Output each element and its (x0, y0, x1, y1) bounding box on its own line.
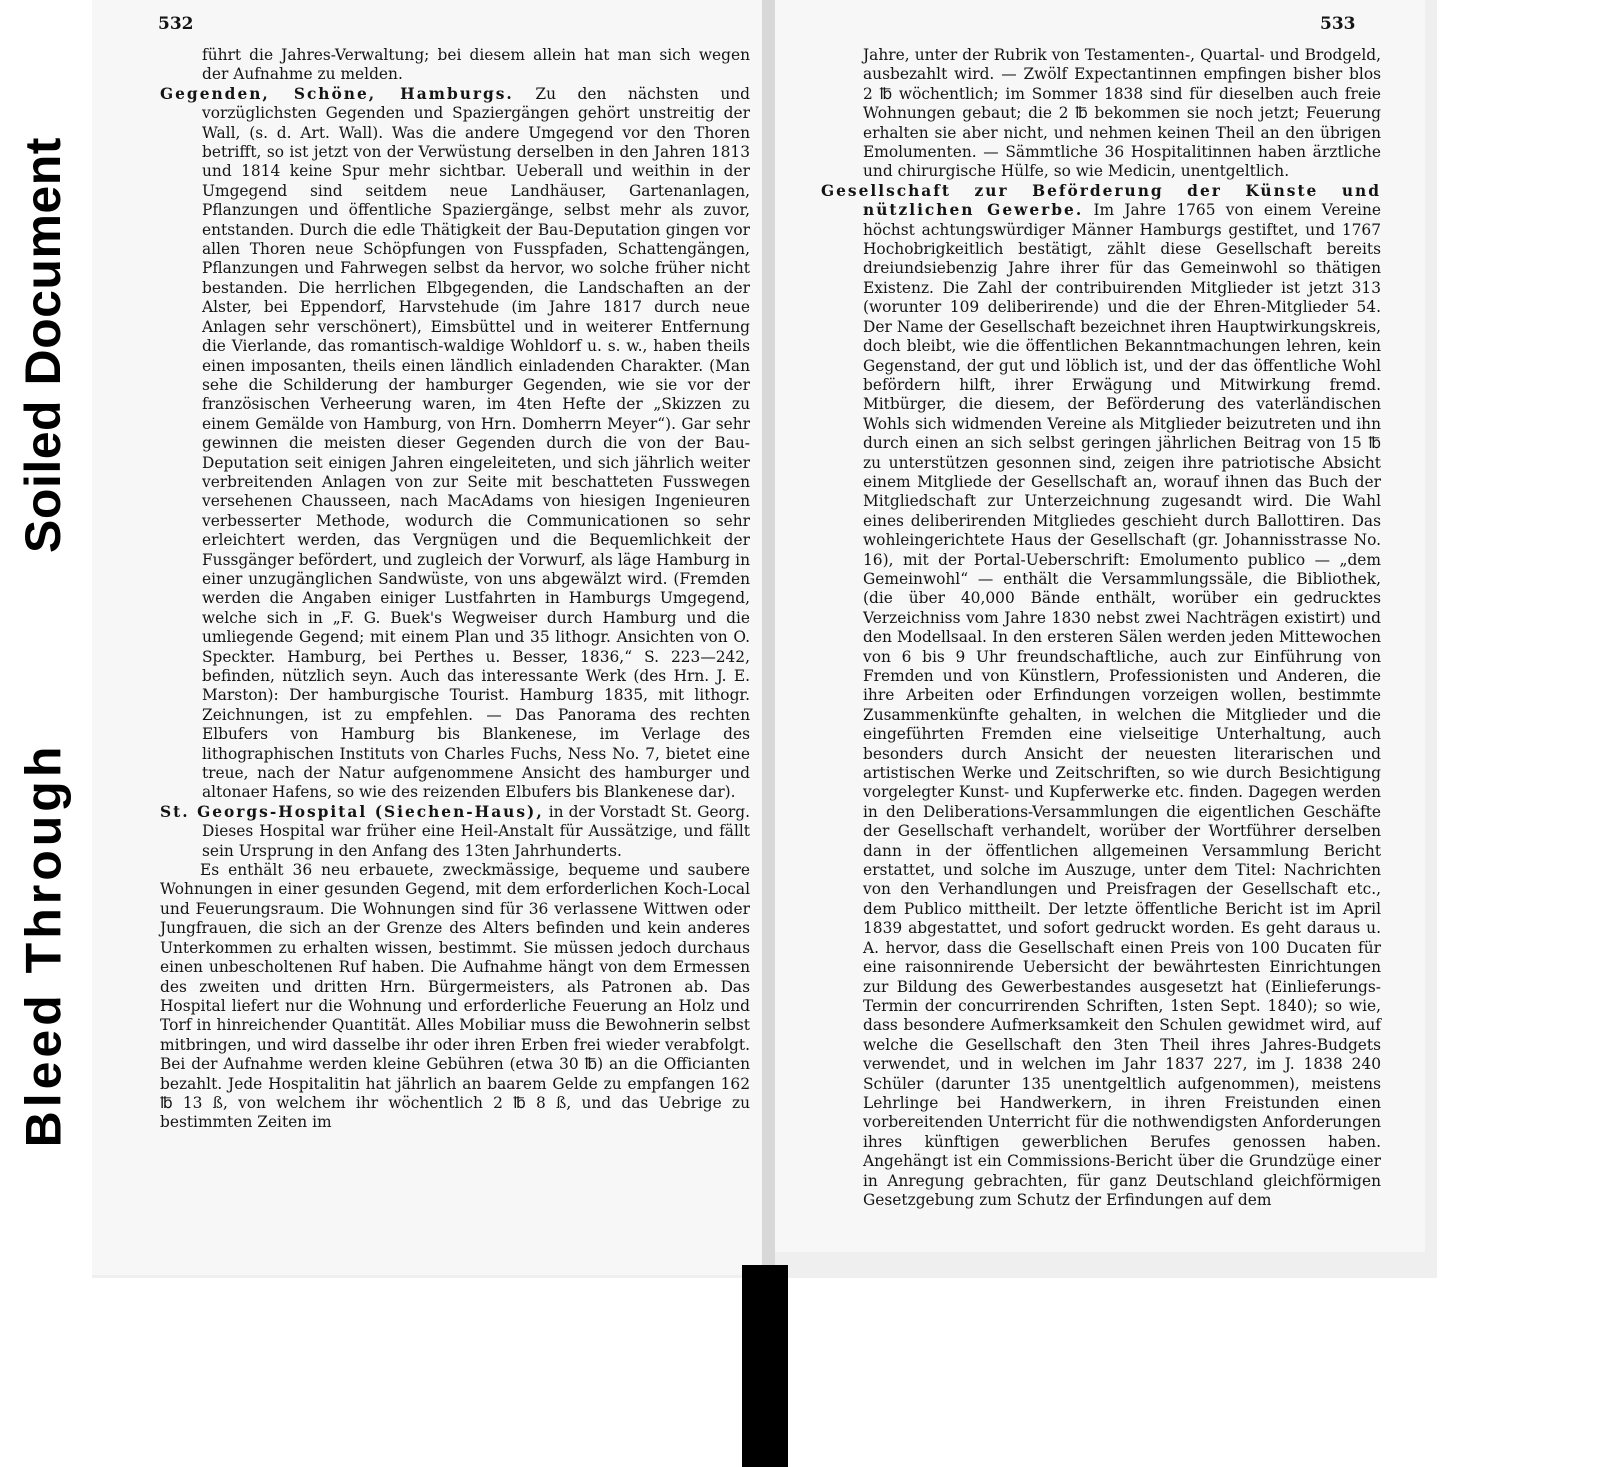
right-page-text (821, 46, 1381, 1210)
binding-strip (742, 1265, 788, 1467)
left-page-text (160, 46, 750, 1133)
entry-text: Zu den nächsten und vorzüglichsten Gegenden und Spaziergängen gehört unstreitig der Wall, (s. d. Art. Wall). Was die andere Umgegend vor den Thoren betrifft, so ist jetzt von der Verwüstung derselben in den Jahren 1813 und 1814 keine Spur mehr sichtbar. Ueberall und weithin in der Umgegend sind seitdem neue Landhäuser, Gartenanlagen, Pflanzungen und öffentliche Spaziergänge, selbst mehr als zuvor, entstanden. Durch die edle Thätigkeit der Bau-Deputation gingen vor allen Thoren neue Schöpfungen von Fusspfaden, Schattengängen, Pflanzungen und Fahrwegen selbst da hervor, wo solche früher nicht bestanden. Die herrlichen Elbgegenden, die Landschaften an der Alster, bei Eppendorf, Harvstehude (im Jahre 1817 durch neue Anlagen sehr verschönert), Eimsbüttel und in weiterer Entfernung die Vierlande, das romantisch-waldige Wohldorf u. s. w., haben theils einen imposanten, theils einen ländlich einladenden Charakter. (Man sehe die Schilderung der hamburger Gegenden, wie sie vor der französischen Verheerung waren, im 4ten Hefte der „Skizzen zu einem Gemälde von Hamburg, von Hrn. Domherrn Meyer“). Gar sehr gewinnen die meisten dieser Gegenden durch die von der Bau-Deputation seit einigen Jahren eingeleiteten, und sich jährlich weiter verbreitenden Anlagen von zur Seite mit beschatteten Fusswegen versehenen Chausseen, nach MacAdams von hiesigen Ingenieuren verbesserter Methode, wodurch die Communicationen so sehr erleichtert werden, das Vergnügen und die Bequemlichkeit der Fussgänger befördert, und zugleich der Vorwurf, als läge Hamburg in einer unzugänglichen Sandwüste, von uns abgewälzt wird. (Fremden werden die Angaben einiger Lustfahrten in Hamburgs Umgegend, welche sich in „F. G. Buek's Wegweiser durch Hamburg und die umliegende Gegend; mit einem Plan und 35 lithogr. Ansichten von O. Speckter. Hamburg, bei Perthes u. Besser, 1836,“ S. 223—242, befinden, nützlich seyn. Auch das interessante Werk (des Hrn. J. E. Marston): Der hamburgische Tourist. Hamburg 1835, mit lithogr. Zeichnungen, ist zu empfehlen. — Das Panorama des rechten Elbufers von Hamburg bis Blankenese, im Verlage des lithographischen Instituts von Charles Fuchs, Ness No. 7, bietet eine treue, nach der Natur aufgenommene Ansicht des hamburger und altonaer Hafens, so wie des reizenden Elbufers bis Blankenese dar). (202, 84, 750, 802)
paragraph-text: führt die Jahres-Verwaltung; bei diesem allein hat man sich wegen der Aufnahme zu melden. (202, 46, 750, 84)
entry-gegenden (160, 85, 750, 803)
paragraph-text: Es enthält 36 neu erbauete, zweckmässige, bequeme und saubere Wohnungen in einer gesunden Gegend, mit dem erforderlichen Koch-Local und Feuerungsraum. Die Wohnungen sind für 36 verlassene Wittwen oder Jungfrauen, die sich an der Grenze des Alters befinden und kein anderes Unterkommen zu erhalten wissen, bestimmt. Sie müssen jedoch durchaus einen unbescholtenen Ruf haben. Die Aufnahme hängt von dem Ermessen des zweiten und dritten Hrn. Bürgermeisters, als Patronen ab. Das Hospital liefert nur die Wohnung und erforderliche Feuerung an Holz und Torf in hinreichender Quantität. Alles Mobiliar muss die Bewohnerin selbst mitbringen, und wird dasselbe ihr oder ihren Erben frei wieder verabfolgt. Bei der Aufnahme werden kleine Gebühren (etwa 30 ℔) an die Officianten bezahlt. Jede Hospitalitin hat jährlich an baarem Gelde zu empfangen 162 ℔ 13 ß, von welchem ihr wöchentlich 2 ℔ 8 ß, und das Uebrige zu bestimmten Zeiten im (160, 861, 750, 1132)
left-page (92, 0, 762, 1275)
right-page (775, 0, 1425, 1252)
paragraph (821, 46, 1381, 182)
paragraph-text: Jahre, unter der Rubrik von Testamenten-, Quartal- und Brodgeld, ausbezahlt wird. — Zwölf Expectantinnen empfingen bisher blos 2 ℔ wöchentlich; im Sommer 1838 sind für dieselben auch freie Wohnungen gebaut; die 2 ℔ bekommen sie noch jetzt; Feuerung erhalten sie aber nicht, und nehmen keinen Theil an den übrigen Emolumenten. — Sämmtliche 36 Hospitalitinnen haben ärztliche und chirurgische Hülfe, so wie Medicin, unentgeltlich. (863, 46, 1381, 181)
soiled-document-label (8, 100, 78, 590)
book-spread (92, 0, 1437, 1278)
entry-heading: St. Georgs-Hospital (Siechen-Haus), (160, 802, 544, 821)
entry-heading: Gesellschaft zur Beförderung der Künste und nützlichen Gewerbe. (821, 181, 1381, 220)
book-gutter (762, 0, 775, 1270)
left-page-number: 532 (158, 14, 194, 34)
right-page-number: 533 (1320, 14, 1356, 34)
bleed-through-label (8, 730, 78, 1160)
paragraph (160, 46, 750, 85)
entry-text: Im Jahre 1765 von einem Vereine höchst achtungswürdiger Männer Hamburgs gestiftet, und 1767 Hochobrigkeitlich bestätigt, zählt diese Gesellschaft bereits dreiundsiebenzig Jahre ihrer für das Gemeinwohl so thätigen Existenz. Die Zahl der contribuirenden Mitglieder ist jetzt 313 (worunter 109 deliberirende) und die der Ehren-Mitglieder 54. Der Name der Gesellschaft bezeichnet ihren Hauptwirkungskreis, doch bleibt, wie die öffentlichen Bekanntmachungen lehren, kein Gegenstand, der gut und löblich ist, und der das öffentliche Wohl befördern hilft, ihrer Erwägung und Mitwirkung fremd. Mitbürger, die diesem, der Beförderung des vaterländischen Wohls sich widmenden Vereine als Mitglieder beizutreten und ihn durch einen an sich selbst geringen jährlichen Beitrag von 15 ℔ zu unterstützen gesonnen sind, zeigen ihre patriotische Absicht einem Mitgliede der Gesellschaft an, worauf ihnen das Buch der Mitgliedschaft zur Unterzeichnung zugesandt wird. Die Wahl eines deliberirenden Mitgliedes geschieht durch Ballottiren. Das wohleingerichtete Haus der Gesellschaft (gr. Johannisstrasse No. 16), mit der Portal-Ueberschrift: Emolumento publico — „dem Gemeinwohl“ — enthält die Versammlungssäle, die Bibliothek, (die über 40,000 Bände enthält, worüber ein gedrucktes Verzeichniss vom Jahre 1830 nebst zwei Nachträgen existirt) und den Modellsaal. In den ersteren Sälen werden jeden Mittewochen von 6 bis 9 Uhr freundschaftliche, auch zur Einführung von Fremden und von Künstlern, Professionisten und Anderen, die ihre Arbeiten oder Erfindungen vorzeigen wollen, bestimmte Zusammenkünfte gehalten, in welchen die Mitglieder und die eingeführten Fremden eine vielseitige Unterhaltung, auch besonders durch Ansicht der neuesten literarischen und artistischen Werke und Zeitschriften, so wie durch Besichtigung vorgelegter Kunst- und Kupferwerke etc. finden. Dagegen werden in den Deliberations-Versammlungen die eigentlichen Geschäfte der Gesellschaft verhandelt, worüber der Wortführer derselben dann in der öffentlichen allgemeinen Versammlung Bericht erstattet, und solche im Auszuge, unter dem Titel: Nachrichten von den Verhandlungen und Preisfragen der Gesellschaft etc., dem Publico mittheilt. Der letzte öffentliche Bericht ist im April 1839 abgestattet, und sofort gedruckt worden. Es geht daraus u. A. hervor, dass die Gesellschaft einen Preis von 100 Ducaten für eine raisonnirende Uebersicht der bewährtesten Einrichtungen zur Bildung des Gewerbestandes ausgesetzt hat (Einlieferungs-Termin der concurrirenden Schriften, 1sten Sept. 1840); so wie, dass besondere Aufmerksamkeit den Schulen gewidmet wird, auf welche die Gesellschaft den 3ten Theil ihres Jahres-Budgets verwendet, und in welchen im Jahr 1837 227, im J. 1838 240 Schüler (darunter 135 unentgeltlich aufgenommen), meistens Lehrlinge bei Handwerkern, in ihren Freistunden einen vorbereitenden Unterricht für die nothwendigsten Anforderungen ihres künftigen gewerblichen Berufes genossen haben. Angehängt ist ein Commissions-Bericht über die Grundzüge einer in Anregung gebrachten, für ganz Deutschland gleichförmigen Gesetzgebung zum Schutz der Erfindungen auf dem (863, 201, 1381, 1209)
soiled-document-text: Soiled Document (15, 137, 71, 553)
paragraph (160, 861, 750, 1133)
entry-gesellschaft (821, 182, 1381, 1211)
entry-text: in der Vorstadt St. Georg. Dieses Hospital war früher eine Heil-Anstalt für Aussätzige, und fällt sein Ursprung in den Anfang des 13ten Jahrhunderts. (202, 802, 751, 860)
entry-georgs-hospital (160, 803, 750, 861)
entry-heading: Gegenden, Schöne, Hamburgs. (160, 84, 514, 103)
bleed-through-text: Bleed Through (15, 742, 72, 1148)
